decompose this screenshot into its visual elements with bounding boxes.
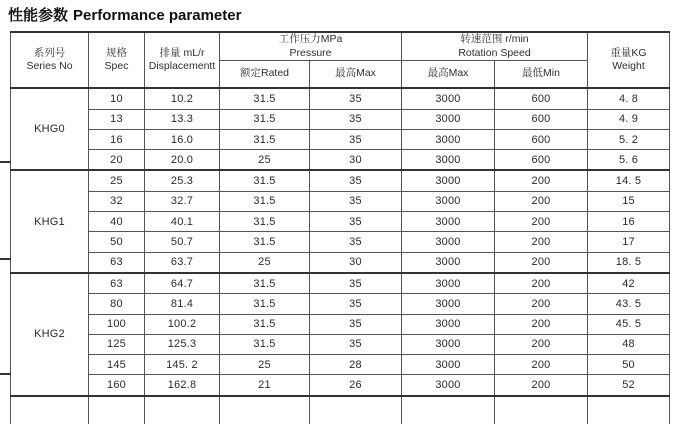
cell-spec: 40	[89, 212, 145, 232]
cell-spec: 20	[89, 150, 145, 171]
cell-weight: 50	[588, 355, 670, 375]
cell-spec: 32	[89, 191, 145, 211]
series-cell: KHG2	[11, 273, 89, 396]
cell-pressure-rated: 31.5	[220, 294, 310, 314]
col-header-series-no-cn: 系列号	[33, 46, 66, 59]
col-header-pressure-group	[220, 32, 402, 61]
col-header-spec-cn: 规格	[106, 46, 127, 59]
cell-rotation-max: 3000	[402, 314, 495, 334]
col-header-spec	[89, 32, 145, 88]
cell-spec: 50	[89, 232, 145, 252]
cell-spec: 145	[89, 355, 145, 375]
table-row	[11, 150, 670, 171]
cell-displacement: 20.0	[145, 150, 220, 171]
cell-rotation-max: 3000	[402, 294, 495, 314]
col-header-displacement	[145, 32, 220, 88]
cell-pressure-rated: 21	[220, 375, 310, 396]
cell-pressure-rated: 25	[220, 252, 310, 273]
section-divider-stub	[0, 258, 11, 260]
empty-cell	[11, 396, 89, 424]
cell-rotation-min: 600	[495, 109, 588, 129]
cell-pressure-max: 35	[310, 334, 402, 354]
cell-displacement: 63.7	[145, 252, 220, 273]
cell-pressure-rated: 31.5	[220, 232, 310, 252]
cell-rotation-min: 200	[495, 273, 588, 294]
cell-rotation-max: 3000	[402, 334, 495, 354]
cell-spec: 125	[89, 334, 145, 354]
cell-displacement: 81.4	[145, 294, 220, 314]
table-row	[11, 355, 670, 375]
cell-spec: 16	[89, 129, 145, 149]
cell-rotation-max: 3000	[402, 170, 495, 191]
cell-rotation-min: 600	[495, 150, 588, 171]
table-row	[11, 232, 670, 252]
cell-pressure-max: 35	[310, 88, 402, 109]
empty-cell	[588, 396, 670, 424]
cell-rotation-min: 200	[495, 375, 588, 396]
col-header-displacement-en: Displacementt	[148, 60, 216, 73]
section-divider-stub	[0, 161, 11, 163]
cell-pressure-max: 35	[310, 314, 402, 334]
empty-cell	[495, 396, 588, 424]
cell-pressure-max: 30	[310, 150, 402, 171]
cell-displacement: 125.3	[145, 334, 220, 354]
table-row	[11, 170, 670, 191]
cell-pressure-max: 35	[310, 273, 402, 294]
col-header-pressure-en: Pressure	[289, 46, 332, 59]
cell-displacement: 64.7	[145, 273, 220, 294]
page-title	[8, 4, 241, 25]
cell-spec: 25	[89, 170, 145, 191]
col-header-series-no	[11, 32, 89, 88]
cell-displacement: 162.8	[145, 375, 220, 396]
cell-rotation-min: 200	[495, 252, 588, 273]
col-header-series-no-en: Series No	[26, 60, 73, 73]
table-row	[11, 273, 670, 294]
col-header-weight-cn: 重量KG	[610, 46, 647, 59]
col-header-rotation-group	[402, 32, 588, 61]
empty-cell	[89, 396, 145, 424]
cell-rotation-min: 200	[495, 314, 588, 334]
cell-pressure-max: 35	[310, 170, 402, 191]
cell-spec: 80	[89, 294, 145, 314]
cell-weight: 5. 2	[588, 129, 670, 149]
cell-pressure-max: 35	[310, 232, 402, 252]
table-body	[11, 88, 670, 423]
cell-spec: 10	[89, 88, 145, 109]
cell-spec: 63	[89, 273, 145, 294]
cell-rotation-max: 3000	[402, 129, 495, 149]
table-row	[11, 294, 670, 314]
col-header-rotation-min: 最低Min	[495, 61, 588, 89]
cell-rotation-min: 200	[495, 191, 588, 211]
cell-displacement: 25.3	[145, 170, 220, 191]
cell-displacement: 32.7	[145, 191, 220, 211]
page-title-en: Performance parameter	[73, 7, 242, 24]
cell-rotation-max: 3000	[402, 212, 495, 232]
cell-rotation-max: 3000	[402, 232, 495, 252]
cell-pressure-rated: 31.5	[220, 212, 310, 232]
cell-spec: 160	[89, 375, 145, 396]
cell-rotation-max: 3000	[402, 88, 495, 109]
cell-pressure-max: 35	[310, 212, 402, 232]
table-row	[11, 334, 670, 354]
section-divider-stub	[0, 373, 11, 375]
cell-rotation-max: 3000	[402, 150, 495, 171]
cell-rotation-max: 3000	[402, 252, 495, 273]
cell-pressure-rated: 31.5	[220, 170, 310, 191]
cell-rotation-max: 3000	[402, 375, 495, 396]
table-row	[11, 252, 670, 273]
cell-weight: 42	[588, 273, 670, 294]
table-row	[11, 88, 670, 109]
cell-pressure-max: 35	[310, 129, 402, 149]
cell-weight: 45. 5	[588, 314, 670, 334]
table-row	[11, 129, 670, 149]
cell-pressure-max: 35	[310, 109, 402, 129]
cell-rotation-min: 200	[495, 334, 588, 354]
cell-rotation-max: 3000	[402, 109, 495, 129]
cell-rotation-min: 200	[495, 212, 588, 232]
cell-pressure-rated: 31.5	[220, 314, 310, 334]
table-row	[11, 212, 670, 232]
cell-spec: 63	[89, 252, 145, 273]
cell-weight: 4. 9	[588, 109, 670, 129]
table-row	[11, 375, 670, 396]
cell-displacement: 16.0	[145, 129, 220, 149]
col-header-rotation-en: Rotation Speed	[458, 46, 531, 59]
page-title-cn: 性能参数	[8, 7, 69, 24]
cell-pressure-rated: 31.5	[220, 334, 310, 354]
cell-weight: 16	[588, 212, 670, 232]
cell-pressure-rated: 31.5	[220, 273, 310, 294]
performance-table	[10, 31, 670, 424]
cell-rotation-min: 200	[495, 232, 588, 252]
cell-pressure-rated: 31.5	[220, 191, 310, 211]
cell-spec: 13	[89, 109, 145, 129]
col-header-pressure-cn: 工作压力MPa	[278, 33, 343, 45]
cell-pressure-max: 35	[310, 191, 402, 211]
cell-weight: 48	[588, 334, 670, 354]
col-header-rotation-max: 最高Max	[402, 61, 495, 89]
cell-pressure-rated: 25	[220, 355, 310, 375]
cell-pressure-max: 26	[310, 375, 402, 396]
empty-cell	[145, 396, 220, 424]
cell-rotation-max: 3000	[402, 355, 495, 375]
cell-weight: 43. 5	[588, 294, 670, 314]
cell-pressure-max: 35	[310, 294, 402, 314]
col-header-displacement-cn: 排量 mL/r	[159, 46, 205, 59]
cell-displacement: 40.1	[145, 212, 220, 232]
col-header-spec-en: Spec	[104, 60, 129, 73]
series-cell: KHG0	[11, 88, 89, 170]
cell-displacement: 145. 2	[145, 355, 220, 375]
cell-weight: 5. 6	[588, 150, 670, 171]
cell-weight: 14. 5	[588, 170, 670, 191]
table-row	[11, 191, 670, 211]
cell-weight: 17	[588, 232, 670, 252]
cell-displacement: 50.7	[145, 232, 220, 252]
cell-weight: 18. 5	[588, 252, 670, 273]
cell-rotation-max: 3000	[402, 273, 495, 294]
empty-cell	[402, 396, 495, 424]
cell-weight: 15	[588, 191, 670, 211]
empty-cell	[220, 396, 310, 424]
empty-partial-row	[11, 396, 670, 424]
cell-displacement: 100.2	[145, 314, 220, 334]
empty-cell	[310, 396, 402, 424]
cell-weight: 52	[588, 375, 670, 396]
cell-rotation-min: 200	[495, 294, 588, 314]
col-header-weight-en: Weight	[612, 60, 645, 73]
cell-displacement: 13.3	[145, 109, 220, 129]
cell-rotation-min: 600	[495, 88, 588, 109]
cell-weight: 4. 8	[588, 88, 670, 109]
cell-rotation-min: 200	[495, 355, 588, 375]
cell-pressure-rated: 31.5	[220, 129, 310, 149]
cell-spec: 100	[89, 314, 145, 334]
cell-rotation-min: 200	[495, 170, 588, 191]
table-row	[11, 109, 670, 129]
header-group-row	[11, 32, 670, 61]
col-header-pressure-rated: 额定Rated	[220, 61, 310, 89]
cell-rotation-min: 600	[495, 129, 588, 149]
series-cell: KHG1	[11, 170, 89, 272]
col-header-weight	[588, 32, 670, 88]
cell-pressure-rated: 25	[220, 150, 310, 171]
table-row	[11, 314, 670, 334]
col-header-rotation-cn: 转速范围 r/min	[460, 33, 529, 45]
cell-pressure-rated: 31.5	[220, 109, 310, 129]
cell-pressure-max: 28	[310, 355, 402, 375]
cell-pressure-rated: 31.5	[220, 88, 310, 109]
cell-rotation-max: 3000	[402, 191, 495, 211]
cell-pressure-max: 30	[310, 252, 402, 273]
col-header-pressure-max: 最高Max	[310, 61, 402, 89]
cell-displacement: 10.2	[145, 88, 220, 109]
